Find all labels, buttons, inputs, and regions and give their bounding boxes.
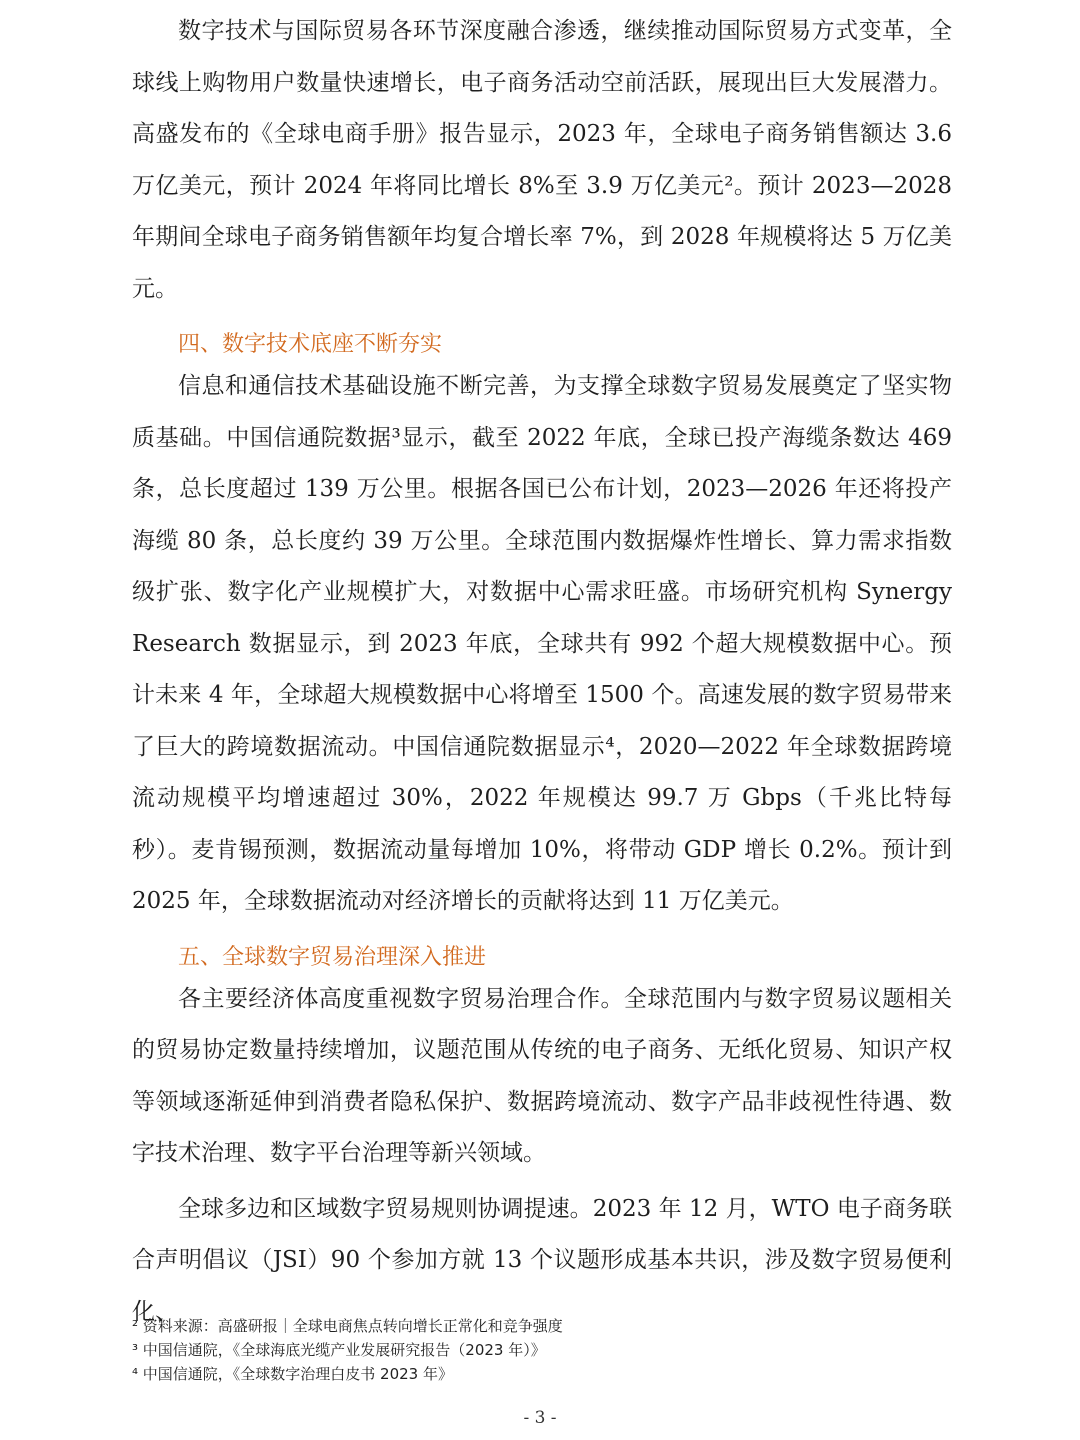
document-body	[132, 6, 952, 1338]
intro-paragraph: 数字技术与国际贸易各环节深度融合渗透，继续推动国际贸易方式变革，全球线上购物用户数量快速增长，电子商务活动空前活跃，展现出巨大发展潜力。高盛发布的《全球电商手册》报告显示，2023 年，全球电子商务销售额达 3.6 万亿美元，预计 2024 年将同比增长 8%至 3.9 万亿美元²。预计 2023—2028 年期间全球电子商务销售额年均复合增长率 7%，到 2028 年规模将达 5 万亿美元。	[132, 18, 952, 302]
section-5-paragraph-2: 全球多边和区域数字贸易规则协调提速。2023 年 12 月，WTO 电子商务联合声明倡议（JSI）90 个参加方就 13 个议题形成基本共识，涉及数字贸易便利化、	[132, 1195, 952, 1325]
footnote-4: ⁴ 中国信通院，《全球数字治理白皮书 2023 年》	[132, 1365, 453, 1383]
section-4-paragraph: 信息和通信技术基础设施不断完善，为支撑全球数字贸易发展奠定了坚实物质基础。中国信通院数据³显示，截至 2022 年底，全球已投产海缆条数达 469 条，总长度超过 139 万公里。根据各国已公布计划，2023—2026 年还将投产海缆 80 条，总长度约 39 万公里。全球范围内数据爆炸性增长、算力需求指数级扩张、数字化产业规模扩大，对数据中心需求旺盛。市场研究机构 Synergy Research 数据显示，到 2023 年底，全球共有 992 个超大规模数据中心。预计未来 4 年，全球超大规模数据中心将增至 1500 个。高速发展的数字贸易带来了巨大的跨境数据流动。中国信通院数据显示⁴，2020—2022 年全球数据跨境流动规模平均增速超过 30%，2022 年规模达 99.7 万 Gbps（千兆比特每秒）。麦肯锡预测，数据流动量每增加 10%，将带动 GDP 增长 0.2%。预计到 2025 年，全球数据流动对经济增长的贡献将达到 11 万亿美元。	[132, 373, 952, 914]
section-heading-5: 五、全球数字贸易治理深入推进	[178, 944, 487, 970]
footnotes	[132, 1314, 952, 1386]
section-heading-4: 四、数字技术底座不断夯实	[178, 332, 443, 357]
footnote-2: ² 资料来源：高盛研报｜全球电商焦点转向增长正常化和竞争强度	[132, 1317, 563, 1335]
footnote-3: ³ 中国信通院，《全球海底光缆产业发展研究报告（2023 年）》	[132, 1341, 546, 1359]
section-5-paragraph-1: 各主要经济体高度重视数字贸易治理合作。全球范围内与数字贸易议题相关的贸易协定数量持续增加，议题范围从传统的电子商务、无纸化贸易、知识产权等领域逐渐延伸到消费者隐私保护、数据跨境流动、数字产品非歧视性待遇、数字技术治理、数字平台治理等新兴领域。	[132, 985, 952, 1166]
page-number: - 3 -	[523, 1408, 557, 1428]
